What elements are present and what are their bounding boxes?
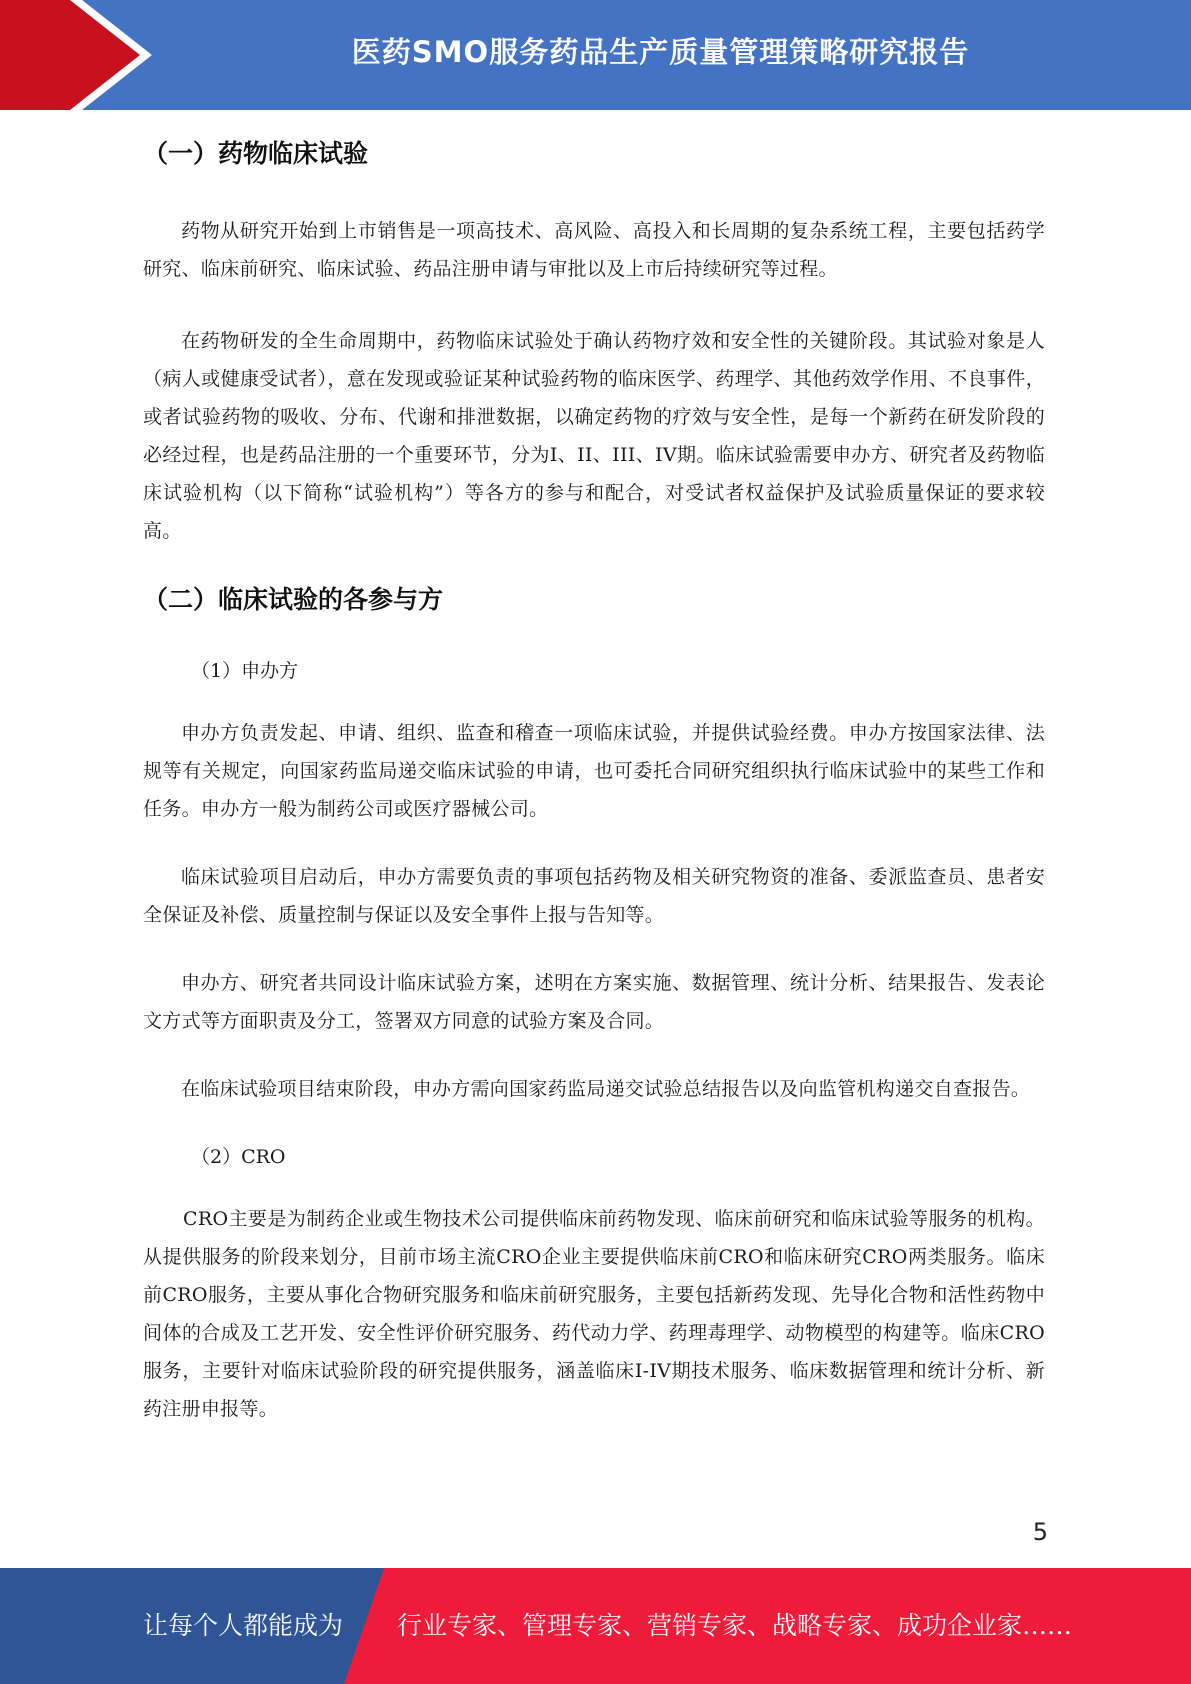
footer-slogan-left: 让每个人都能成为: [143, 1611, 344, 1640]
subheading-sponsor: （1）申办方: [191, 660, 299, 682]
paragraph: 在药物研发的全生命周期中，药物临床试验处于确认药物疗效和安全性的关键阶段。其试验对象是人（病人或健康受试者），意在发现或验证某种试验药物的临床医学、药理学、其他药效学作用、不良事件，或者试验药物的吸收、分布、代谢和排泄数据，以确定药物的疗效与安全性，是每一个新药在研发阶段的必经过程，也是药品注册的一个重要环节，分为I、II、III、IV期。临床试验需要申办方、研究者及药物临床试验机构（以下简称“试验机构”）等各方的参与和配合，对受试者权益保护及试验质量保证的要求较高。: [143, 330, 1045, 542]
paragraph: CRO主要是为制药企业或生物技术公司提供临床前药物发现、临床前研究和临床试验等服务的机构。从提供服务的阶段来划分，目前市场主流CRO企业主要提供临床前CRO和临床研究CRO两类服务。临床前CRO服务，主要从事化合物研究服务和临床前研究服务，主要包括新药发现、先导化合物和活性药物中间体的合成及工艺开发、安全性评价研究服务、药代动力学、药理毒理学、动物模型的构建等。临床CRO服务，主要针对临床试验阶段的研究提供服务，涵盖临床I-IV期技术服务、临床数据管理和统计分析、新药注册申报等。: [143, 1208, 1045, 1420]
paragraph: 在临床试验项目结束阶段，申办方需向国家药监局递交试验总结报告以及向监管机构递交自查报告。: [181, 1078, 1031, 1100]
paragraph: 临床试验项目启动后，申办方需要负责的事项包括药物及相关研究物资的准备、委派监查员、患者安全保证及补偿、质量控制与保证以及安全事件上报与告知等。: [143, 866, 1045, 926]
paragraph: 申办方、研究者共同设计临床试验方案，述明在方案实施、数据管理、统计分析、结果报告、发表论文方式等方面职责及分工，签署双方同意的试验方案及合同。: [143, 972, 1045, 1032]
footer-slogan-right: 行业专家、管理专家、营销专家、战略专家、成功企业家……: [397, 1611, 1073, 1640]
paragraph: 申办方负责发起、申请、组织、监查和稽查一项临床试验，并提供试验经费。申办方按国家法律、法规等有关规定，向国家药监局递交临床试验的申请，也可委托合同研究组织执行临床试验中的某些工作和任务。申办方一般为制药公司或医疗器械公司。: [143, 722, 1045, 820]
footer-banner: [0, 1568, 1191, 1684]
section-heading-participants: （二）临床试验的各参与方: [143, 585, 444, 614]
page-number: 5: [1032, 1518, 1048, 1546]
section-heading-clinical-trials: （一）药物临床试验: [143, 139, 369, 168]
header-banner: [0, 0, 1191, 110]
document-body: [143, 128, 1045, 1428]
subheading-cro: （2）CRO: [191, 1146, 286, 1168]
paragraph: 药物从研究开始到上市销售是一项高技术、高风险、高投入和长周期的复杂系统工程，主要包括药学研究、临床前研究、临床试验、药品注册申请与审批以及上市后持续研究等过程。: [143, 220, 1045, 280]
report-title: 医药SMO服务药品生产质量管理策略研究报告: [351, 34, 970, 69]
